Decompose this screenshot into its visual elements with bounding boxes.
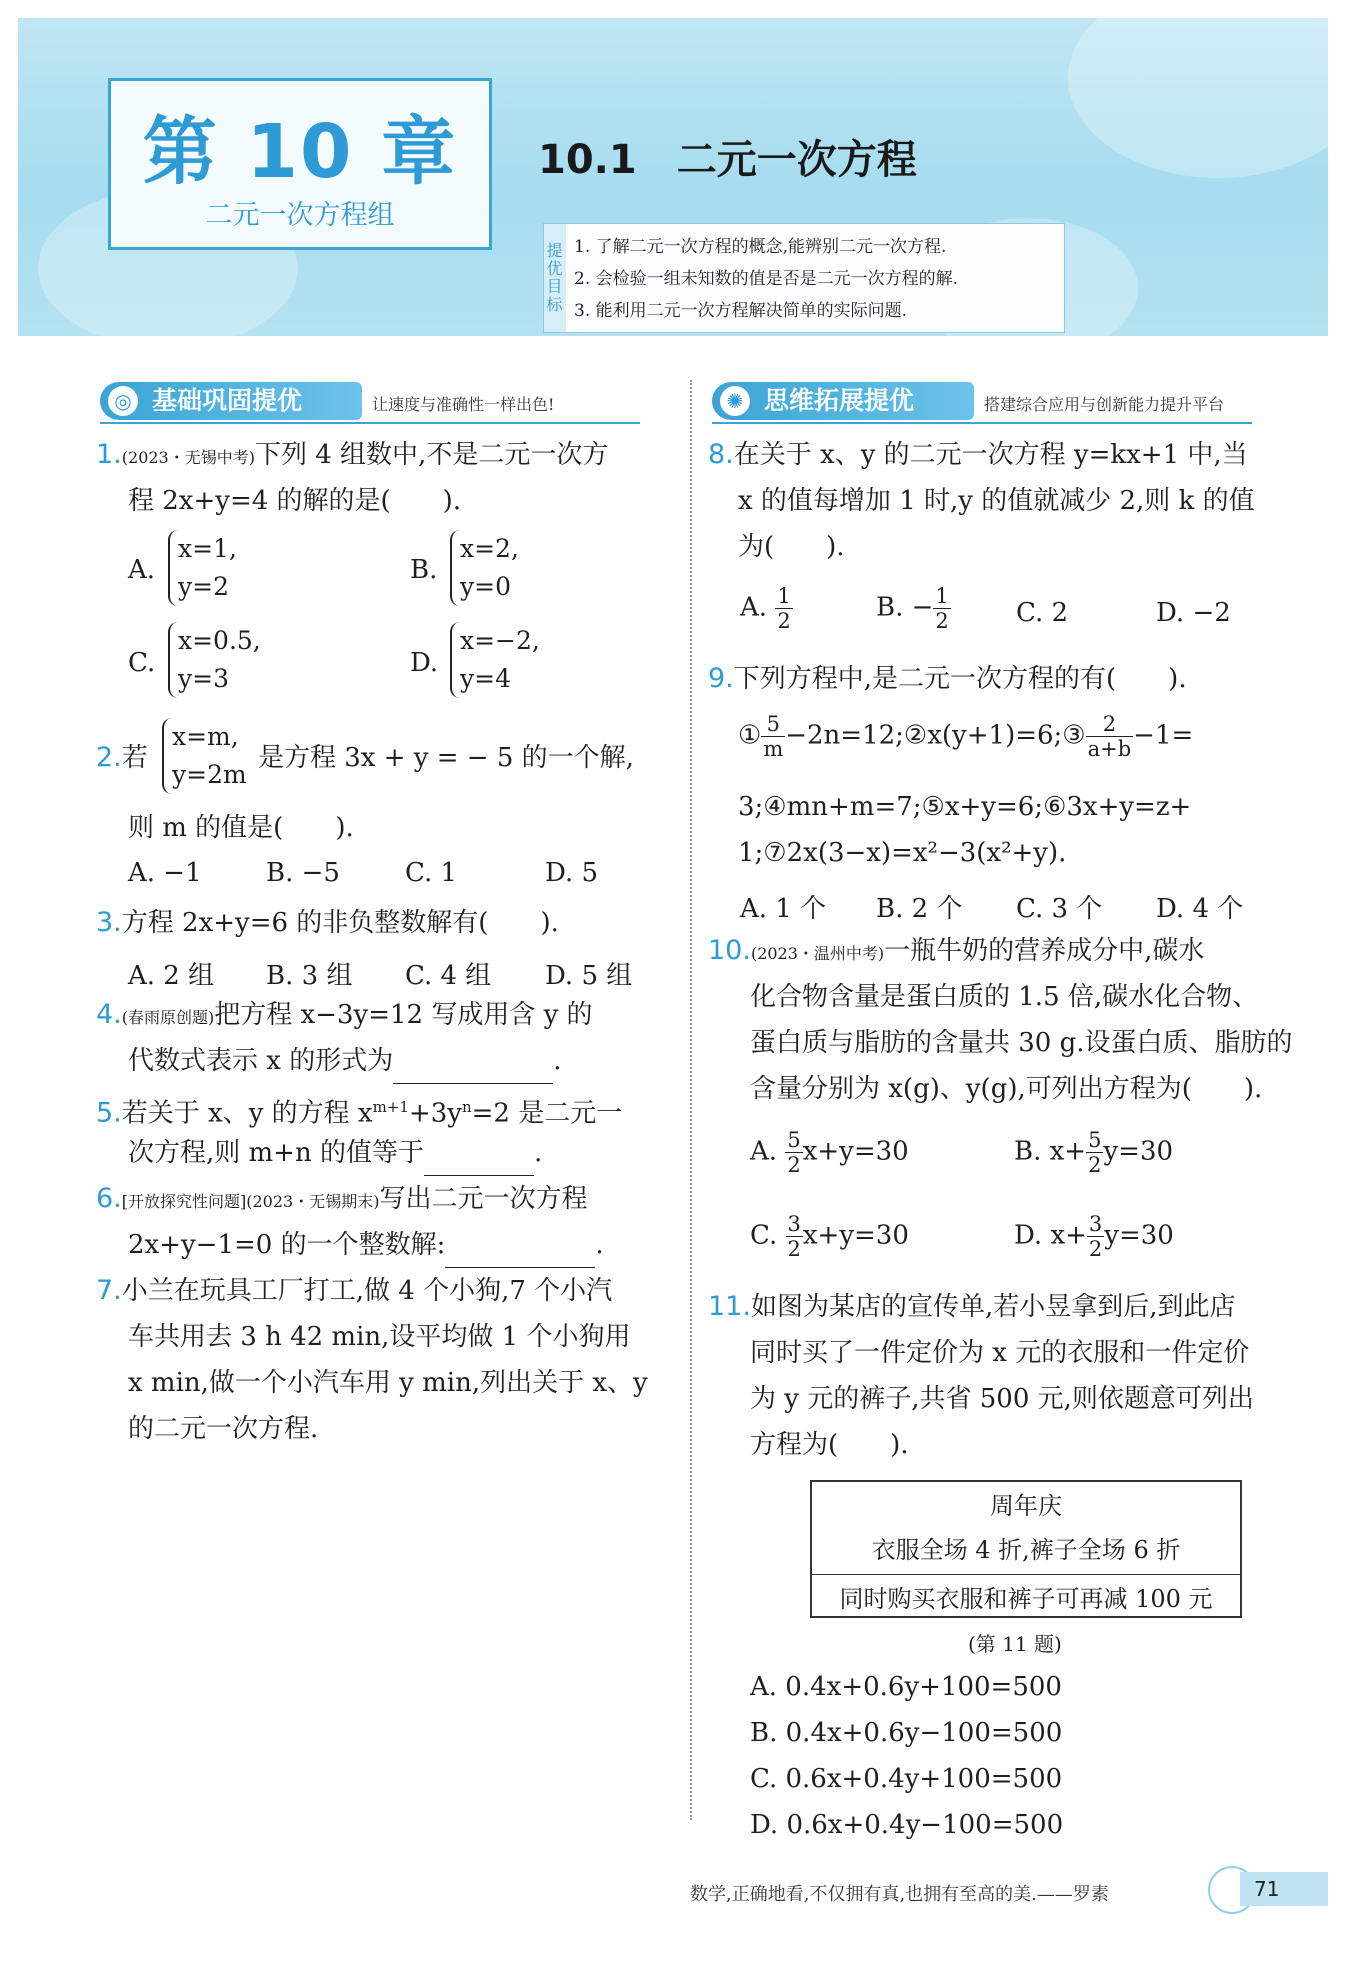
question-1-line2: 程 2x+y=4 的解的是( ). (128, 486, 462, 516)
option-a: A. 2 组 (128, 961, 215, 991)
option-a-label: A. (128, 555, 156, 585)
banner-underline (712, 422, 1252, 424)
chapter-box (108, 78, 492, 250)
question-10: 10.(2023・温州中考)一瓶牛奶的营养成分中,碳水 (708, 935, 1205, 966)
question-2: 2.若 (96, 742, 148, 773)
question-9-line: 3;④mn+m=7;⑤x+y=6;⑥3x+y=z+ (738, 792, 1192, 822)
section-title: 10.1 二元一次方程 (538, 137, 917, 183)
goal-item: 1. 了解二元一次方程的概念,能辨别二元一次方程. (574, 237, 947, 257)
option-d: D. 4 个 (1156, 894, 1244, 924)
question-7: 7.小兰在玩具工厂打工,做 4 个小狗,7 个小汽 (96, 1275, 613, 1306)
question-11-line: 为 y 元的裤子,共省 500 元,则依题意可列出 (750, 1384, 1254, 1414)
chapter-title: 第 10 章 (142, 109, 458, 195)
footer-quote: 数学,正确地看,不仅拥有真,也拥有至高的美.——罗素 (690, 1884, 1109, 1905)
question-11-line: 方程为( ). (750, 1430, 909, 1460)
question-6: 6.[开放探究性问题](2023・无锡期末)写出二元一次方程 (96, 1183, 588, 1214)
option-d: D. −2 (1156, 598, 1231, 628)
atom-icon: ✺ (720, 386, 750, 416)
option-d-label: D. (410, 648, 439, 678)
option-c: C. 1 (405, 858, 458, 888)
option-d: D. 0.6x+0.4y−100=500 (750, 1810, 1064, 1840)
option-a: A. 0.4x+0.6y+100=500 (750, 1672, 1062, 1702)
right-section-title: ✺ 思维拓展提优 (712, 382, 974, 420)
question-4: 4.(春雨原创题)把方程 x−3y=12 写成用含 y 的 (96, 999, 593, 1030)
right-section-slogan: 搭建综合应用与创新能力提升平台 (984, 395, 1225, 414)
answer-blank[interactable] (445, 1243, 595, 1268)
figure-caption: (第 11 题) (968, 1632, 1062, 1656)
option-c: C. 0.6x+0.4y+100=500 (750, 1764, 1063, 1794)
option-b: B. −5 (266, 858, 340, 888)
option-d: D. x+ $\frac{3}{2}$ y=30 (1014, 1212, 1174, 1261)
option-a: A. −1 (128, 858, 202, 888)
question-9-line: ① $\frac{5}{m}$ −2n=12;②x(y+1)=6;③ $\frac{2}{a+b}$ −1= (738, 712, 1194, 761)
question-2-system: x=m, y=2m (162, 718, 247, 794)
option-c: C. 2 (1016, 598, 1069, 628)
question-9: 9.下列方程中,是二元一次方程的有( ). (708, 663, 1187, 694)
option-c-system: x=0.5, y=3 (168, 622, 261, 698)
page-number: 71 (1240, 1872, 1328, 1906)
question-5-line2: 次方程,则 m+n 的值等于 . (128, 1130, 542, 1176)
learning-goals (543, 223, 1065, 333)
option-b: B. 3 组 (266, 961, 353, 991)
question-6-line2: 2x+y−1=0 的一个整数解: . (128, 1222, 604, 1268)
option-a: A. $\frac{1}{2}$ (740, 584, 791, 633)
question-7-line: 车共用去 3 h 42 min,设平均做 1 个小狗用 (128, 1322, 631, 1352)
option-b-label: B. (410, 555, 438, 585)
goals-tag: 提优目标 (544, 224, 566, 332)
flyer-line: 衣服全场 4 折,裤子全场 6 折 (871, 1536, 1181, 1564)
question-5: 5.若关于 x、y 的方程 $x^{m+1}+3y^n=2$ 是二元一 (96, 1097, 623, 1129)
chapter-header (18, 18, 1328, 336)
question-11: 11.如图为某店的宣传单,若小昱拿到后,到此店 (708, 1291, 1236, 1322)
column-divider (690, 380, 692, 1820)
option-b: B. − $\frac{1}{2}$ (876, 584, 949, 633)
question-7-line: x min,做一个小汽车用 y min,列出关于 x、y (128, 1368, 648, 1398)
option-c: C. 3 个 (1016, 894, 1103, 924)
option-b: B. 0.4x+0.6y−100=500 (750, 1718, 1063, 1748)
answer-blank[interactable] (424, 1151, 534, 1176)
option-c: C. $\frac{3}{2}$ x+y=30 (750, 1212, 909, 1261)
left-section-banner (100, 382, 640, 422)
option-d: D. 5 (545, 858, 598, 888)
option-c: C. 4 组 (405, 961, 492, 991)
option-d: D. 5 组 (545, 961, 633, 991)
flyer-line: 同时购买衣服和裤子可再减 100 元 (812, 1574, 1240, 1614)
question-11-line: 同时买了一件定价为 x 元的衣服和一件定价 (750, 1338, 1250, 1368)
option-b: B. 2 个 (876, 894, 963, 924)
answer-blank[interactable] (393, 1059, 553, 1084)
left-section-slogan: 让速度与准确性一样出色! (372, 395, 555, 414)
question-10-line: 蛋白质与脂肪的含量共 30 g.设蛋白质、脂肪的 (750, 1028, 1293, 1058)
option-c-label: C. (128, 648, 156, 678)
option-b: B. x+ $\frac{5}{2}$ y=30 (1014, 1128, 1174, 1177)
target-icon: ◎ (108, 386, 138, 416)
goal-item: 3. 能利用二元一次方程解决简单的实际问题. (574, 301, 908, 321)
goal-item: 2. 会检验一组未知数的值是否是二元一次方程的解. (574, 269, 959, 289)
question-3: 3.方程 2x+y=6 的非负整数解有( ). (96, 907, 559, 938)
option-a: A. $\frac{5}{2}$ x+y=30 (750, 1128, 909, 1177)
question-10-line: 化合物含量是蛋白质的 1.5 倍,碳水化合物、 (750, 982, 1259, 1012)
question-4-line2: 代数式表示 x 的形式为 . (128, 1038, 561, 1084)
chapter-subtitle: 二元一次方程组 (205, 200, 395, 231)
option-a-system: x=1, y=2 (168, 530, 237, 606)
option-b-system: x=2, y=0 (450, 530, 519, 606)
banner-underline (100, 422, 640, 424)
question-8-line: 为( ). (738, 532, 845, 562)
question-2-line2: 则 m 的值是( ). (128, 813, 354, 843)
question-8: 8.在关于 x、y 的二元一次方程 y=kx+1 中,当 (708, 439, 1248, 470)
question-10-line: 含量分别为 x(g)、y(g),可列出方程为( ). (750, 1074, 1263, 1104)
left-section-title: ◎ 基础巩固提优 (100, 382, 362, 420)
right-section-banner (712, 382, 1252, 422)
promo-flyer (810, 1480, 1242, 1618)
question-2-text: 是方程 3x + y = − 5 的一个解, (258, 743, 634, 773)
option-a: A. 1 个 (740, 894, 827, 924)
question-8-line: x 的值每增加 1 时,y 的值就减少 2,则 k 的值 (738, 486, 1255, 516)
flyer-title: 周年庆 (990, 1492, 1062, 1520)
question-7-line: 的二元一次方程. (128, 1414, 319, 1444)
option-d-system: x=−2, y=4 (450, 622, 540, 698)
question-9-line: 1;⑦2x(3−x)=x²−3(x²+y). (738, 838, 1067, 868)
question-1: 1.(2023・无锡中考)下列 4 组数中,不是二元一次方 (96, 439, 609, 470)
